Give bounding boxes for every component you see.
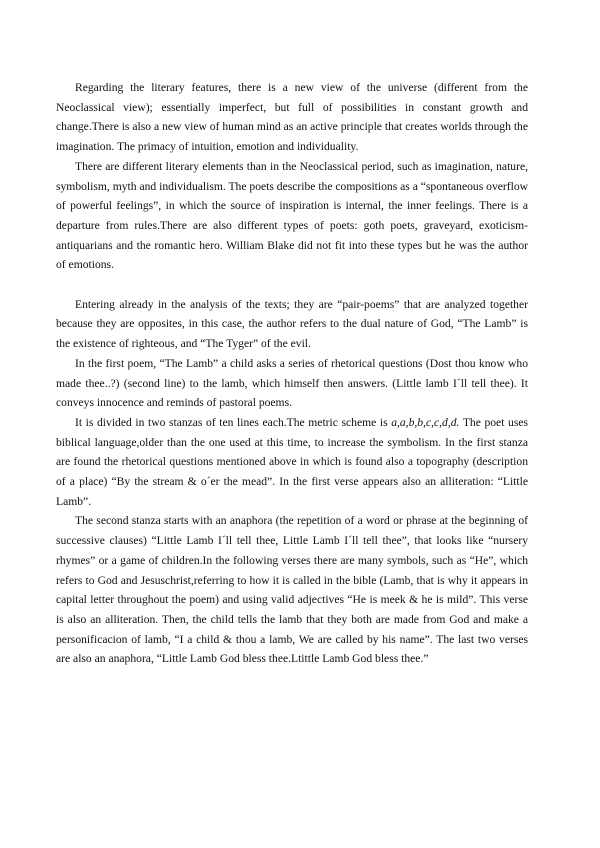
document-body bbox=[56, 78, 528, 669]
metric-scheme: a,a,b,b,c,c,d,d. bbox=[391, 415, 460, 429]
paragraph-literary-elements: There are different literary elements than in the Neoclassical period, such as imagination, nature, symbolism, myth and individualism. The poets describe the compositions as a “spontaneous overflow of powerful feelings”, in which the source of inspiration is internal, the inner feelings. There is a departure from rules.There are also different types of poets: goth poets, graveyard, exoticism-antiquarians and the romantic hero. William Blake did not fit into these types but he was the author of emotions. bbox=[56, 159, 528, 272]
paragraph-literary-features: Regarding the literary features, there is a new view of the universe (different from the Neoclassical view); essentially imperfect, but full of possibilities in constant growth and change.There is also a new view of human mind as an active principle that creates worlds through the imagination. The primacy of intuition, emotion and individuality. bbox=[56, 81, 528, 154]
paragraph-second-stanza: The second stanza starts with an anaphora (the repetition of a word or phrase at the beginning of successive clauses) “Little Lamb I´ll tell thee, Little Lamb I´ll tell thee”, that looks like “nursery rhymes” or a game of children.In the following verses there are many symbols, such as “He”, which refers to God and Jesuschrist,referring to how it is called in the bible (Lamb, that is why it appears in capital letter throughout the poem) and using valid adjectives “He is meek & he is mild”. This verse is also an alliteration. Then, the child tells the lamb that they both are made from God and make a personificacion of lamb, “I a child & thou a lamb, We are called by his name”. The last two verses are also an anaphora, “Little Lamb God bless thee.Ltittle Lamb God bless thee.” bbox=[56, 514, 528, 666]
stanza-rest-text: The poet uses biblical language,older than the one used at this time, to increase the symbolism. In the first stanza are found the rhetorical questions mentioned above in which is found also a topography (description of a place) “By the stream & o´er the mead”. In the first verse appears also an alliteration: “Little Lamb”. bbox=[56, 415, 528, 508]
paragraph-stanzas bbox=[56, 413, 528, 512]
stanza-lead-text: It is divided in two stanzas of ten lines each.The metric scheme is bbox=[75, 415, 388, 429]
paragraph-pair-poems: Entering already in the analysis of the texts; they are “pair-poems” that are analyzed together because they are opposites, in this case, the author refers to the dual nature of God, “The Lamb” is the existence of righteous, and “The Tyger” of the evil. bbox=[56, 297, 528, 351]
paragraph-the-lamb: In the first poem, “The Lamb” a child asks a series of rhetorical questions (Dost thou know who made thee..?) (second line) to the lamb, which himself then answers. (Little lamb I´ll tell thee). It conveys innocence and reminds of pastoral poems. bbox=[56, 356, 528, 410]
